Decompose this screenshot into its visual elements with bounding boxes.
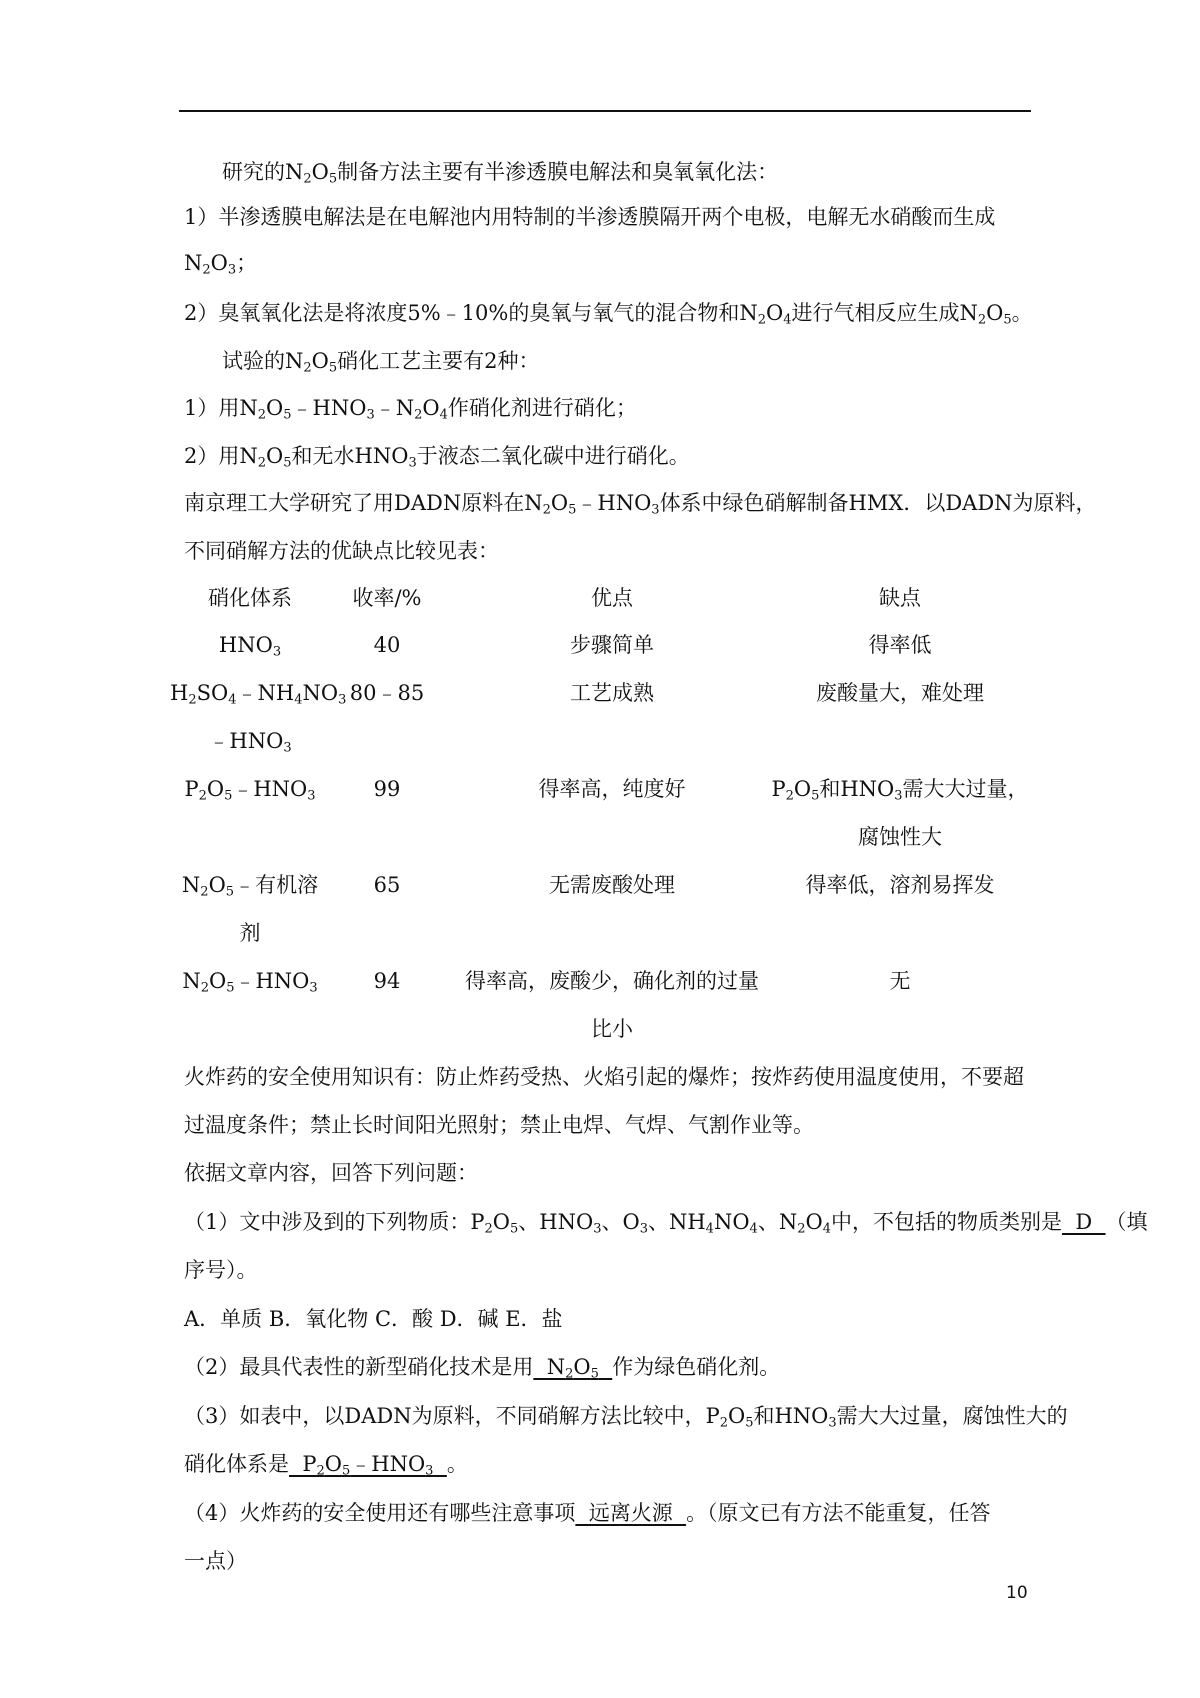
question-1-text: （1）文中涉及到的下列物质：$P_2O_5$、$HNO_3$、$O_3$、$NH_4NO_4$、$N_2O_4$中，不包括的物质类别是: [184, 1210, 1062, 1237]
table-cell-cons: $P_2O_5$和$HNO_3$需大大过量，: [771, 777, 1029, 804]
prep-method-1: 1）半渗透膜电解法是在电解池内用特制的半渗透膜隔开两个电极，电解无水硝酸而生成: [184, 205, 996, 229]
table-cell-system: $H_2SO_4﹣NH_4NO_3$: [170, 681, 347, 708]
page-number: 10: [1006, 1583, 1028, 1603]
question-3-tail: 。: [446, 1452, 468, 1476]
question-4-tail: 。（原文已有方法不能重复，任答: [686, 1501, 991, 1525]
question-1-tail: （填: [1105, 1210, 1148, 1234]
question-2-answer: $N_2O_5$: [533, 1355, 599, 1382]
table-header-cell: 收率/%: [352, 586, 422, 610]
table-cell-system: $HNO_3$: [218, 633, 282, 660]
question-1-cont: 序号）。: [184, 1258, 258, 1282]
table-cell-pros: 得率高，纯度好: [538, 777, 686, 801]
nanjing-paragraph: 南京理工大学研究了用DADN原料在$N_2O_5﹣HNO_3$体系中绿色硝解制备HMX．以DADN为原料，: [184, 491, 1097, 518]
question-2-tail: 作为绿色硝化剂。: [612, 1355, 781, 1379]
question-4-text: （4）火炸药的安全使用还有哪些注意事项: [184, 1501, 576, 1525]
question-3: （3）如表中，以DADN为原料，不同硝解方法比较中，$P_2O_5$和$HNO_3$需大大过量，腐蚀性大的: [184, 1404, 1068, 1431]
question-1: [184, 1207, 1148, 1237]
question-1-answer: D: [1061, 1210, 1106, 1234]
table-cell-pros: 得率高，废酸少，确化剂的过量: [465, 969, 759, 993]
table-cell-cons: 废酸量大，难处理: [816, 681, 984, 705]
question-4: [184, 1498, 991, 1528]
table-cell-cons: 得率低，溶剂易挥发: [805, 873, 995, 897]
table-cell-system: $N_2O_5﹣HNO_3$: [182, 969, 318, 996]
prep-method-2: 2）臭氧氧化法是将浓度5%﹣10%的臭氧与氧气的混合物和$N_2O_4$进行气相反应生成$N_2O_5$。: [184, 301, 1033, 328]
questions-intro: 依据文章内容，回答下列问题：: [184, 1161, 478, 1185]
table-cell-yield: 94: [373, 969, 401, 993]
table-cell-pros: 步骤简单: [570, 633, 654, 657]
table-header-cell: 缺点: [879, 586, 921, 610]
question-3-answer: $P_2O_5﹣HNO_3$: [289, 1452, 434, 1479]
question-1-options: A．单质 B．氧化物 C．酸 D．碱 E．盐: [184, 1307, 563, 1331]
table-cell-pros: 工艺成熟: [570, 681, 654, 705]
question-2-text: （2）最具代表性的新型硝化技术是用: [184, 1355, 534, 1379]
table-cell-pros-cont: 比小: [591, 1017, 633, 1041]
table-header-cell: 硝化体系: [208, 586, 292, 610]
table-cell-cons: 得率低: [868, 633, 932, 657]
nitration-method-1: 1）用$N_2O_5﹣HNO_3﹣N_2O_4$作硝化剂进行硝化；: [184, 396, 637, 423]
question-3-text-cont: 硝化体系是: [184, 1452, 289, 1476]
table-cell-yield: 65: [373, 873, 401, 897]
safety-paragraph-cont: 过温度条件；禁止长时间阳光照射；禁止电焊、气焊、气割作业等。: [184, 1113, 814, 1137]
table-cell-yield: 40: [373, 633, 401, 657]
table-cell-yield: 80﹣85: [349, 681, 425, 705]
table-cell-cons-cont: 腐蚀性大: [858, 825, 942, 849]
question-4-cont: 一点）: [184, 1549, 247, 1573]
safety-paragraph: 火炸药的安全使用知识有：防止炸药受热、火焰引起的爆炸；按炸药使用温度使用，不要超: [184, 1065, 1024, 1089]
table-cell-yield: 99: [373, 777, 401, 801]
table-header-cell: 优点: [591, 586, 633, 610]
question-4-answer: 远离火源: [575, 1501, 687, 1525]
header-rule: [179, 110, 1031, 112]
nitration-heading: 试验的$N_2O_5$硝化工艺主要有2种：: [222, 349, 540, 376]
table-cell-pros: 无需废酸处理: [549, 873, 675, 897]
nitration-method-2: 2）用$N_2O_5$和无水$HNO_3$于液态二氧化碳中进行硝化。: [184, 444, 690, 471]
table-cell-system: $P_2O_5﹣HNO_3$: [184, 777, 316, 804]
nanjing-paragraph-cont: 不同硝解方法的优缺点比较见表：: [184, 539, 499, 563]
prep-heading: 研究的$N_2O_5$制备方法主要有半渗透膜电解法和臭氧氧化法：: [222, 160, 779, 187]
table-cell-system-cont: 剂: [239, 921, 261, 945]
table-cell-system: $N_2O_5﹣$有机溶: [181, 873, 319, 900]
question-2: [184, 1352, 780, 1382]
table-cell-system-cont: $﹣HNO_3$: [208, 729, 292, 756]
question-3-cont: [184, 1449, 468, 1479]
table-cell-cons: 无: [889, 969, 911, 993]
prep-method-1-cont: $N_2O_3$；: [184, 251, 258, 278]
